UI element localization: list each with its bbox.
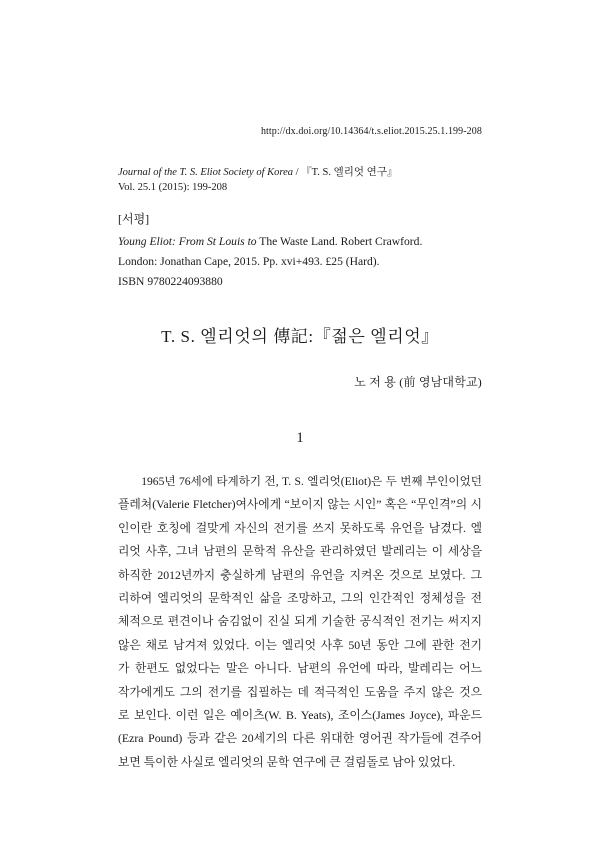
- body-line: 작가에게도 그의 전기를 집필하는 데 적극적인 도움을 주지 않은 것으: [118, 684, 482, 699]
- body-line: 인이란 호칭에 걸맞게 자신의 전기를 쓰지 못하도록 유언을 남겼다. 엘: [118, 520, 482, 535]
- journal-citation: [118, 165, 397, 195]
- article-author: 노 저 용 (前 영남대학교): [354, 375, 482, 389]
- body-line: 플레쳐(Valerie Fletcher)여사에게 “보이지 않는 시인” 혹은 “무인격”의 시: [118, 497, 482, 512]
- body-line: 보면 특이한 사실로 엘리엇의 문학 연구에 큰 걸림돌로 남아 있었다.: [118, 754, 456, 769]
- book-publisher: London: Jonathan Cape, 2015. Pp. xvi+493. £25 (Hard).: [118, 255, 380, 268]
- body-line: (Ezra Pound) 등과 같은 20세기의 다른 위대한 영어권 작가들에 견주어: [118, 731, 482, 746]
- journal-name-english: Journal of the T. S. Eliot Society of Korea: [118, 167, 293, 178]
- section-number: 1: [296, 430, 304, 446]
- body-line: 리엇 사후, 그녀 남편의 문학적 유산을 관리하였던 발레리는 이 세상을: [118, 544, 482, 559]
- body-line: 하직한 2012년까지 충실하게 남편의 유언을 지켜온 것으로 보였다. 그: [118, 567, 482, 582]
- body-line: 리하여 엘리엇의 문학적인 삶을 조망하고, 그의 인간적인 정체성을 전: [118, 591, 482, 606]
- book-title-rest: The Waste Land. Robert Crawford.: [256, 235, 423, 248]
- journal-volume: Vol. 25.1 (2015): 199-208: [118, 182, 228, 193]
- body-line: 않은 채로 남겨져 있었다. 이는 엘리엇 사후 50년 동안 그에 관한 전기: [118, 637, 482, 652]
- doi-link[interactable]: http://dx.doi.org/10.14364/t.s.eliot.2015.25.1.199-208: [260, 126, 482, 137]
- body-line: 1965년 76세에 타계하기 전, T. S. 엘리엇(Eliot)은 두 번째 부인이었던: [141, 475, 482, 488]
- journal-name: [118, 165, 397, 180]
- book-title-italic: Young Eliot: From St Louis to: [118, 235, 257, 248]
- body-line: 로 보인다. 이런 일은 예이츠(W. B. Yeats), 조이스(James Joyce), 파운드: [118, 708, 482, 723]
- journal-name-korean: / 『T. S. 엘리엇 연구』: [292, 167, 398, 178]
- book-title: [118, 232, 422, 252]
- book-bibliography: [118, 232, 422, 292]
- article-title: T. S. 엘리엇의 傳記:『젊은 엘리엇』: [161, 327, 439, 346]
- body-paragraph: [118, 470, 482, 774]
- body-line: 가 한편도 없었다는 말은 아니다. 남편의 유언에 따라, 발레리는 어느: [118, 661, 482, 676]
- body-line: 체적으로 편견이나 숨김없이 진실 되게 기술한 공식적인 전기는 써지지: [118, 614, 482, 629]
- review-tag: [서평]: [118, 212, 150, 226]
- book-isbn: ISBN 9780224093880: [118, 275, 223, 288]
